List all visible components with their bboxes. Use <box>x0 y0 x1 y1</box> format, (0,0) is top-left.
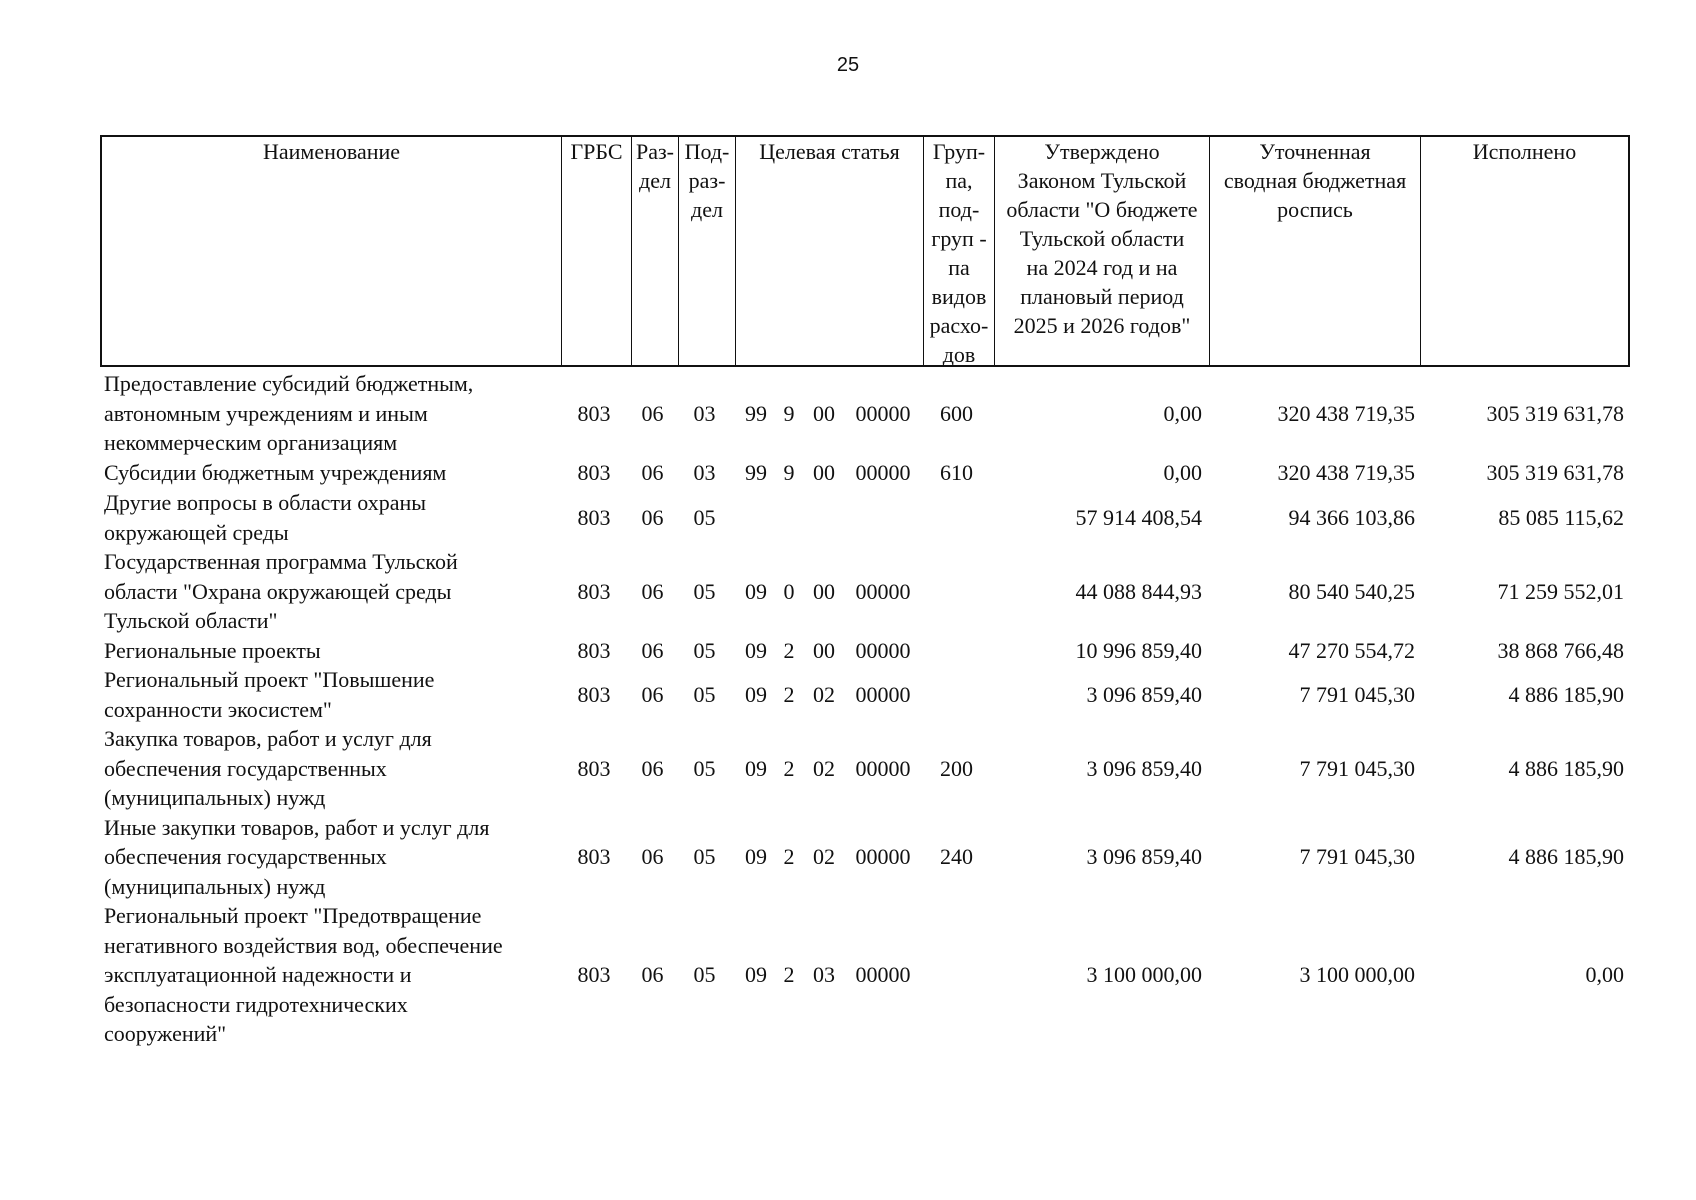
row-name <box>104 901 544 1049</box>
row-name-line: сооружений" <box>104 1021 227 1046</box>
cell-t2: 0 <box>783 578 795 604</box>
row-name-line: сохранности экосистем" <box>104 696 332 722</box>
cell-group: 600 <box>940 400 973 426</box>
cell-podrazdel: 05 <box>693 504 716 530</box>
cell-t1: 99 <box>745 400 767 426</box>
cell-razdel: 06 <box>641 400 664 426</box>
cell-t2: 2 <box>783 637 795 663</box>
cell-refined: 94 366 103,86 <box>1288 504 1415 530</box>
cell-t4: 00000 <box>855 681 911 707</box>
cell-t2: 2 <box>783 681 795 707</box>
cell-t1: 09 <box>745 755 767 781</box>
header-executed-line: Исполнено <box>1472 139 1577 164</box>
header-podrazdel-line: раз- <box>688 168 726 193</box>
cell-executed: 305 319 631,78 <box>1486 400 1624 426</box>
row-name-line: некоммерческим организациям <box>104 430 398 455</box>
cell-approved: 3 096 859,40 <box>1086 681 1202 707</box>
cell-refined: 3 100 000,00 <box>1299 962 1415 987</box>
table-row <box>100 458 1630 488</box>
row-name-line: Закупка товаров, работ и услуг для <box>104 726 432 751</box>
row-name <box>104 547 544 636</box>
header-approved-line: плановый период <box>1020 284 1184 309</box>
cell-t4: 00000 <box>855 459 911 485</box>
row-name-line: (муниципальных) нужд <box>104 785 326 810</box>
header-target <box>735 137 923 365</box>
cell-razdel: 06 <box>641 681 664 707</box>
cell-razdel: 06 <box>641 637 664 663</box>
row-name-line: безопасности гидротехнических <box>104 991 408 1017</box>
row-name <box>104 813 544 902</box>
cell-t2: 2 <box>783 844 795 869</box>
cell-t1: 09 <box>745 578 767 604</box>
cell-t4: 00000 <box>855 844 911 869</box>
cell-refined: 47 270 554,72 <box>1288 637 1415 663</box>
cell-podrazdel: 05 <box>693 755 716 781</box>
row-name-line: автономным учреждениям и иным <box>104 400 428 426</box>
row-name <box>104 369 544 458</box>
cell-approved: 44 088 844,93 <box>1075 578 1202 604</box>
cell-t3: 02 <box>813 681 835 707</box>
table-row <box>100 813 1630 902</box>
row-name-line: Региональные проекты <box>104 637 321 663</box>
cell-t2: 9 <box>783 400 795 426</box>
cell-executed: 71 259 552,01 <box>1497 578 1624 604</box>
cell-executed: 4 886 185,90 <box>1508 755 1624 781</box>
cell-podrazdel: 03 <box>693 400 716 426</box>
header-group-line: па, <box>945 168 973 193</box>
cell-group: 200 <box>940 755 973 781</box>
cell-executed: 4 886 185,90 <box>1508 681 1624 707</box>
cell-approved: 3 096 859,40 <box>1086 844 1202 869</box>
cell-t3: 02 <box>813 755 835 781</box>
header-approved-line: на 2024 год и на <box>1026 255 1178 280</box>
cell-podrazdel: 05 <box>693 578 716 604</box>
header-group-line: видов <box>931 284 987 309</box>
cell-executed: 85 085 115,62 <box>1498 504 1624 530</box>
cell-executed: 4 886 185,90 <box>1508 844 1624 869</box>
header-group-line: груп - <box>931 226 987 251</box>
cell-grbs: 803 <box>577 459 611 485</box>
cell-podrazdel: 05 <box>693 844 716 869</box>
row-name-line: Предоставление субсидий бюджетным, <box>104 371 474 396</box>
row-name-line: Региональный проект "Предотвращение <box>104 903 482 928</box>
header-approved-line: Утверждено <box>1044 139 1160 164</box>
header-podrazdel <box>678 137 735 365</box>
cell-podrazdel: 05 <box>693 962 716 987</box>
row-name <box>104 724 544 813</box>
cell-approved: 3 100 000,00 <box>1086 962 1202 987</box>
row-name-line: негативного воздействия вод, обеспечение <box>104 932 503 958</box>
header-approved <box>994 137 1209 365</box>
table-header <box>100 135 1630 367</box>
cell-executed: 305 319 631,78 <box>1486 459 1624 485</box>
header-approved-line: 2025 и 2026 годов" <box>1013 313 1191 338</box>
cell-podrazdel: 05 <box>693 681 716 707</box>
row-name-line: Субсидии бюджетным учреждениям <box>104 459 447 485</box>
cell-razdel: 06 <box>641 755 664 781</box>
table-row <box>100 488 1630 547</box>
header-group-line: па <box>948 255 970 280</box>
cell-t2: 9 <box>783 459 795 485</box>
row-name <box>104 458 544 488</box>
cell-refined: 7 791 045,30 <box>1299 844 1415 869</box>
header-approved-line: Тульской области <box>1019 226 1185 251</box>
row-name-line: обеспечения государственных <box>104 844 387 869</box>
header-group-line: расхо- <box>929 313 989 338</box>
cell-refined: 7 791 045,30 <box>1299 755 1415 781</box>
header-grbs <box>561 137 631 365</box>
row-name-line: области "Охрана окружающей среды <box>104 578 452 604</box>
cell-t3: 02 <box>813 844 835 869</box>
cell-t3: 00 <box>813 637 835 663</box>
cell-t4: 00000 <box>855 637 911 663</box>
cell-refined: 7 791 045,30 <box>1299 681 1415 707</box>
row-name-line: (муниципальных) нужд <box>104 873 326 899</box>
cell-grbs: 803 <box>577 637 611 663</box>
cell-razdel: 06 <box>641 459 664 485</box>
header-group-line: дов <box>942 342 976 367</box>
cell-t3: 03 <box>813 962 835 987</box>
cell-group: 240 <box>940 844 973 869</box>
cell-razdel: 06 <box>641 578 664 604</box>
cell-t1: 99 <box>745 459 767 485</box>
row-name <box>104 665 544 724</box>
row-name <box>104 636 544 666</box>
cell-t4: 00000 <box>855 578 911 604</box>
row-name-line: Тульской области" <box>104 608 278 633</box>
header-name <box>102 137 561 365</box>
table-row <box>100 665 1630 724</box>
header-razdel <box>631 137 678 365</box>
cell-t3: 00 <box>813 578 835 604</box>
cell-refined: 320 438 719,35 <box>1277 400 1415 426</box>
cell-t4: 00000 <box>855 962 911 987</box>
cell-executed: 38 868 766,48 <box>1497 637 1624 663</box>
table-row <box>100 636 1630 666</box>
table-row <box>100 901 1630 1049</box>
table-row <box>100 369 1630 458</box>
header-razdel-line: дел <box>639 168 671 193</box>
cell-t3: 00 <box>813 400 835 426</box>
cell-group: 610 <box>940 459 973 485</box>
header-executed <box>1420 137 1628 365</box>
header-approved-line: Законом Тульской <box>1017 168 1187 193</box>
cell-grbs: 803 <box>577 578 611 604</box>
cell-grbs: 803 <box>577 681 611 707</box>
cell-grbs: 803 <box>577 755 611 781</box>
header-grbs-line: ГРБС <box>570 139 623 164</box>
cell-t4: 00000 <box>855 755 911 781</box>
cell-t1: 09 <box>745 681 767 707</box>
header-razdel-line: Раз- <box>635 139 675 164</box>
table-row <box>100 724 1630 813</box>
cell-refined: 320 438 719,35 <box>1277 459 1415 485</box>
cell-approved: 0,00 <box>1163 459 1202 485</box>
header-refined-line: Уточненная <box>1259 139 1371 164</box>
row-name-line: Другие вопросы в области охраны <box>104 490 427 515</box>
header-group-line: Груп- <box>932 139 986 164</box>
cell-approved: 0,00 <box>1163 400 1202 426</box>
row-name-line: Региональный проект "Повышение <box>104 667 435 692</box>
cell-executed: 0,00 <box>1585 962 1624 987</box>
cell-t1: 09 <box>745 962 767 987</box>
cell-grbs: 803 <box>577 844 611 869</box>
cell-grbs: 803 <box>577 400 611 426</box>
cell-approved: 10 996 859,40 <box>1075 637 1202 663</box>
cell-podrazdel: 05 <box>693 637 716 663</box>
cell-razdel: 06 <box>641 844 664 869</box>
header-refined-line: роспись <box>1277 197 1353 222</box>
cell-grbs: 803 <box>577 504 611 530</box>
cell-t1: 09 <box>745 637 767 663</box>
header-name-line: Наименование <box>262 139 401 164</box>
cell-approved: 57 914 408,54 <box>1075 504 1202 530</box>
header-approved-line: области "О бюджете <box>1006 197 1198 222</box>
row-name-line: обеспечения государственных <box>104 755 387 781</box>
cell-t2: 2 <box>783 755 795 781</box>
header-group-line: под- <box>938 197 980 222</box>
row-name <box>104 488 544 547</box>
page-number: 25 <box>836 54 860 76</box>
cell-t3: 00 <box>813 459 835 485</box>
cell-t1: 09 <box>745 844 767 869</box>
table-row <box>100 547 1630 636</box>
header-podrazdel-line: дел <box>691 197 723 222</box>
header-group <box>923 137 994 365</box>
cell-grbs: 803 <box>577 962 611 987</box>
header-target-line: Целевая статья <box>759 139 900 164</box>
cell-approved: 3 096 859,40 <box>1086 755 1202 781</box>
cell-podrazdel: 03 <box>693 459 716 485</box>
cell-razdel: 06 <box>641 504 664 530</box>
cell-refined: 80 540 540,25 <box>1288 578 1415 604</box>
cell-t4: 00000 <box>855 400 911 426</box>
cell-razdel: 06 <box>641 962 664 987</box>
cell-t2: 2 <box>783 962 795 987</box>
row-name-line: окружающей среды <box>104 519 289 545</box>
header-podrazdel-line: Под- <box>684 139 730 164</box>
row-name-line: эксплуатационной надежности и <box>104 962 412 987</box>
header-refined-line: сводная бюджетная <box>1223 168 1407 193</box>
header-refined <box>1209 137 1420 365</box>
row-name-line: Государственная программа Тульской <box>104 549 458 574</box>
row-name-line: Иные закупки товаров, работ и услуг для <box>104 814 490 840</box>
